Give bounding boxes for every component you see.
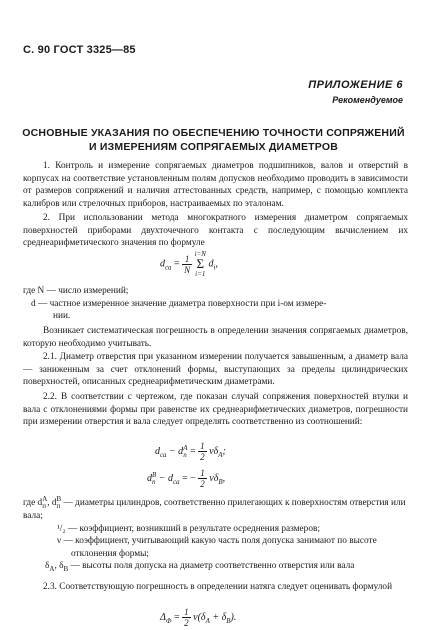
fraction-denominator: N [184,264,191,275]
formula-eq: = [189,445,196,457]
formula-sup: A [42,495,48,503]
formula-eq: = − [181,472,196,484]
where-text: — диаметры цилиндров, соответственно прилегающих к поверхностям отверстия или вала; [23,498,406,521]
formula-sup: B [152,470,157,479]
formula-shaft-error [147,468,225,489]
formula-sub: са [160,450,167,459]
paragraph-text: 2.2. В соответствии с чертежом, где показан случай сопряжения поверхностей втулки и вала с отклонениями формы при равенстве их среднеарифметических диаметров, погрешности при измерении отверстия и вала следует определять соответственно из соотношений: [23,392,408,428]
formula-term: + δ [209,611,227,623]
fraction-numerator: 1 [184,607,189,617]
where-text: δ [45,561,50,572]
formula-fraction [198,441,207,462]
where-text: где d [23,498,43,509]
formula-sup: B [56,495,62,503]
where-text: , δ [54,561,64,572]
formula-term: d [147,472,152,484]
formula-sub: B [226,616,231,625]
formula-sub: п [42,502,46,510]
formula-term-sub: i [213,263,216,272]
formula-sub: B [63,565,69,574]
formula-term: ν(δ [193,611,206,623]
formula-mean-diameter [160,250,218,278]
formula-hole-error [155,441,226,462]
fraction-numerator: 1 [200,441,205,451]
fraction-numerator: 1 [200,468,205,478]
body-paragraph-3 [23,325,408,350]
where-line-1: где N — число измерений; [23,286,129,296]
fraction-denominator: 2 [184,618,189,628]
body-paragraph-6 [23,581,408,594]
formula-lhs: d [160,258,165,270]
formula-fraction [182,607,191,628]
where-line-3: нии. [53,311,71,322]
fraction-denominator: 2 [200,452,205,462]
where-block-1 [23,285,408,323]
where-text: , d [47,498,57,509]
formula-supsub [57,496,62,510]
page-header: С. 90 ГОСТ 3325—85 [23,44,136,56]
formula-supsub [183,445,187,459]
paragraph-text: 2.1. Диаметр отверстия при указанном измерении получается завышенным, а диаметр вала — заниженным за счет отклонений формы, выступающих за пределы цилиндрических поверхностей, описанных среднеарифметическим диаметрами. [23,352,408,388]
document-title-line-2: И ИЗМЕРЕНИЯМ СОПРЯГАЕМЫХ ДИАМЕТРОВ [88,141,339,153]
body-paragraph-5 [23,391,408,429]
sum-sign: Σ [196,256,205,271]
summation [195,250,206,278]
formula-tail: , [222,472,226,484]
formula-term: − d [168,445,184,457]
formula-term: d [155,445,160,457]
paragraph-text: Возникает систематическая погрешность в определении значения сопрягаемых диаметров, которую необходимо учитывать. [23,326,408,349]
formula-term: νδ [209,472,219,484]
paragraph-text: 2.3. Соответствующую погрешность в определении натяга следует оценивать формулой [43,582,393,592]
body-paragraph-4 [23,351,408,389]
formula-term: νδ [209,445,219,457]
formula-eq: = [174,611,180,623]
where-text: — высоты поля допуска на диаметр соответственно отверстия или вала [68,561,355,572]
formula-supsub [152,472,156,486]
formula-sup: A [183,443,188,452]
paragraph-text: 2. При использовании метода многократного измерения диаметром сопрягаемых поверхностей приборами двухточечного контакта с последующим вычислением их среднеарифметического значения по формуле [23,213,408,249]
formula-lhs-sub: са [165,263,172,272]
formula-sub: A [218,450,223,459]
formula-term: − d [158,472,174,484]
where-block-2 [23,496,408,576]
formula-sub: A [49,565,55,574]
formula-eq: = [173,258,180,270]
formula-interference-error [160,607,236,628]
formula-term: Δ [160,611,166,623]
formula-sub: са [173,477,180,486]
paragraph-text: 1. Контроль и измерение сопрягаемых диаметров подшипников, валов и отверстий в корпусах на соответствие установленным полям допусков необходимо проводить в зависимости от размеров сопряжений и наличия аттестованных средств, например, с помощью комплекта калибров или стрелочных приборов, настраиваемых по эталонам. [23,161,408,209]
formula-tail: ). [230,611,237,623]
appendix-status: Рекомендуемое [332,95,403,105]
formula-fraction [182,254,192,275]
where-line-2: d — частное измеренное значение диаметра поверхности при i-ом измере- [31,298,327,309]
formula-sub: п [56,502,61,510]
where2-line-3: ν — коэффициент, учитывающий какую часть поля допуска занимают по высоте отклонения формы; [57,536,377,559]
formula-sub: B [218,477,223,486]
document-title-line-1: ОСНОВНЫЕ УКАЗАНИЯ ПО ОБЕСПЕЧЕНИЮ ТОЧНОСТИ СОПРЯЖЕНИЙ [22,127,405,139]
sum-lower: i=1 [195,270,206,278]
body-paragraph-2 [23,212,408,250]
sum-upper: i=N [194,250,206,258]
formula-sub: Ф [165,616,172,625]
formula-tail: , [215,258,218,270]
appendix-label: ПРИЛОЖЕНИЕ 6 [308,79,403,91]
formula-sub: A [205,616,210,625]
formula-sub: п [183,450,187,459]
body-paragraph-1 [23,160,408,210]
formula-sub: п [152,477,156,486]
where2-line-4 [23,560,408,575]
formula-fraction [198,468,207,489]
fraction-numerator: 1 [182,254,192,265]
formula-tail: ; [222,445,226,457]
formula-term: d [208,258,214,270]
where2-line-1 [23,496,408,523]
where2-line-2: ¹/₂ — коэффициент, возникший в результате осреднения размеров; [57,523,320,534]
fraction-denominator: 2 [200,479,205,489]
